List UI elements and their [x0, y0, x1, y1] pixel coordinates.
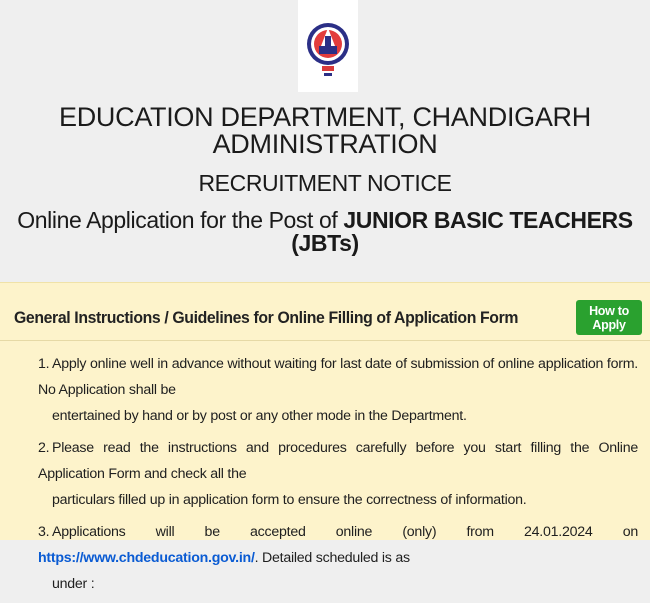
post-heading — [0, 209, 650, 255]
item-text-after-link: . Detailed scheduled is as — [254, 550, 410, 566]
item-text-continued: particulars filled up in application form to ensure the correctness of information. — [52, 492, 527, 508]
item-text-continued: entertained by hand or by post or any other mode in the Department. — [52, 408, 467, 424]
item-number: 1. — [38, 356, 50, 372]
item-text-continued: under : — [52, 576, 95, 592]
university-emblem-icon — [305, 6, 351, 86]
instructions-list — [38, 351, 638, 603]
how-to-apply-button[interactable]: How to Apply — [576, 300, 642, 335]
panel-header — [0, 283, 650, 341]
notice-title: RECRUITMENT NOTICE — [198, 170, 452, 196]
post-prefix: Online Application for the Post of — [17, 207, 344, 233]
list-item — [38, 519, 638, 597]
post-name: JUNIOR BASIC TEACHERS (JBTs) — [291, 207, 633, 256]
item-text: Applications will be accepted online (only) from 24.01.2024 on — [52, 524, 638, 540]
item-text: Apply online well in advance without waiting for last date of submission of online application form. No Application shall be — [38, 356, 638, 398]
website-link[interactable]: https://www.chdeducation.gov.in/ — [38, 550, 255, 566]
list-item — [38, 435, 638, 513]
logo — [298, 0, 358, 92]
page-header — [0, 92, 650, 255]
department-title: EDUCATION DEPARTMENT, CHANDIGARH ADMINISTRATION — [59, 102, 591, 159]
item-number: 3. — [38, 524, 50, 540]
item-text: Please read the instructions and procedures carefully before you start filling the Online Application Form and check all the — [38, 440, 638, 482]
item-number: 2. — [38, 440, 50, 456]
panel-title: General Instructions / Guidelines for Online Filling of Application Form — [14, 308, 519, 327]
list-item — [38, 351, 638, 429]
instructions-panel — [0, 282, 650, 592]
